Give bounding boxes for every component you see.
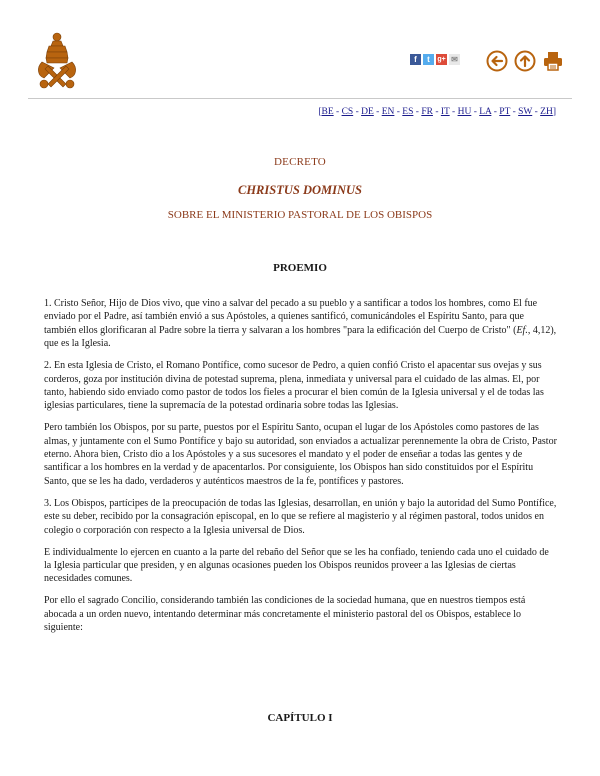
facebook-icon[interactable]: f	[410, 54, 421, 65]
section-heading: PROEMIO	[273, 262, 327, 274]
lang-link-es[interactable]: ES	[402, 107, 414, 117]
lang-link-it[interactable]: IT	[440, 107, 450, 117]
navigation-icons	[486, 50, 564, 72]
lang-link-be[interactable]: BE	[321, 107, 334, 117]
paragraph: 1. Cristo Señor, Hijo de Dios vivo, que vino a salvar del pecado a su pueblo y a santificar a todos los hombres, como El fue enviado por el Padre, así también envió a sus Apóstoles, a quienes santificó, comunicándoles el Espíritu Santo, para que también ellos glorificaran al Padre sobre la tierra y salvaran a los hombres "para la edificación del Cuerpo de Cristo" (Ef., 4,12), que es la Iglesia.	[44, 298, 557, 350]
paragraph: Por ello el sagrado Concilio, considerando también las condiciones de la sociedad humana, que en nuestros tiempos está abocada a un orden nuevo, intentando determinar más concretamente el ministerio pastoral del os Obispos, establece lo siguiente:	[44, 595, 526, 634]
header-divider	[28, 98, 572, 99]
email-icon[interactable]: ✉	[449, 54, 460, 65]
papal-emblem-icon	[34, 32, 80, 92]
paragraph: 3. Los Obispos, partícipes de la preocupación de todas las Iglesias, desarrollan, en unión y bajo la autoridad del Sumo Pontífice, este su deber, recibido por la consagración episcopal, en lo que se refiere al magisterio y al régimen pastoral, todos unidos en colegio o corporación con respecto a la Iglesia universal de Dios.	[44, 497, 557, 536]
document-type: DECRETO	[274, 156, 326, 168]
paragraph: E individualmente lo ejercen en cuanto a la parte del rebaño del Señor que se les ha confiado, teniendo cada uno el cuidado de la Iglesia particular que presiden, y en algunas ocasiones pueden los Obispos reunidos proveer a las Iglesias de ciertas necesidades comunes.	[44, 546, 549, 585]
lang-link-la[interactable]: LA	[479, 107, 492, 117]
document-subtitle: SOBRE EL MINISTERIO PASTORAL DE LOS OBISPOS	[167, 209, 433, 221]
lang-link-sw[interactable]: SW	[518, 107, 533, 117]
twitter-icon[interactable]: t	[423, 54, 434, 65]
print-icon[interactable]	[542, 50, 564, 72]
back-arrow-icon[interactable]	[486, 50, 508, 72]
lang-link-cs[interactable]: CS	[341, 107, 354, 117]
google-plus-icon[interactable]: g+	[437, 56, 446, 63]
share-buttons	[410, 54, 460, 65]
paragraph: 2. En esta Iglesia de Cristo, el Romano Pontífice, como sucesor de Pedro, a quien confió Cristo el apacentar sus ovejas y sus corderos, goza por institución divina de potestad suprema, plena, inmediata y universal para el cuidado de las almas. El, por tanto, habiendo sido enviado como pastor de todos los fieles a procurar el bien común de la Iglesia universal y el de todas las iglesias particulares, tiene la supremacía de la potestad ordinaria sobre todas las Iglesias.	[44, 360, 544, 412]
document-title: CHRISTUS DOMINUS	[238, 183, 362, 197]
lang-link-pt[interactable]: PT	[499, 107, 511, 117]
lang-link-en[interactable]: EN	[381, 107, 395, 117]
document-body	[44, 297, 558, 643]
language-selector: [BE - CS - DE - EN - ES - FR - IT - HU - LA - PT - SW - ZH]	[318, 107, 556, 117]
page-header	[0, 0, 600, 100]
lang-link-zh[interactable]: ZH	[540, 107, 553, 117]
lang-link-hu[interactable]: HU	[457, 107, 472, 117]
chapter-heading: CAPÍTULO I	[267, 712, 333, 724]
lang-link-de[interactable]: DE	[361, 107, 374, 117]
lang-link-fr[interactable]: FR	[421, 107, 433, 117]
up-arrow-icon[interactable]	[514, 50, 536, 72]
paragraph: Pero también los Obispos, por su parte, puestos por el Espíritu Santo, ocupan el lugar de los Apóstoles como pastores de las almas, y juntamente con el Sumo Pontífice y bajo su autoridad, son enviados a actualizar perennemente la obra de Cristo, Pastor eterno. Ahora bien, Cristo dio a los Apóstoles y a sus sucesores el mandato y el poder de enseñar a todas las gentes y de santificar a los hombres en la verdad y de apacentarlos. Por consiguiente, los Obispos han sido constituidos por el Espíritu Santo, que se les ha dado, verdaderos y auténticos maestros de la fe, pontífices y pastores.	[44, 422, 557, 487]
